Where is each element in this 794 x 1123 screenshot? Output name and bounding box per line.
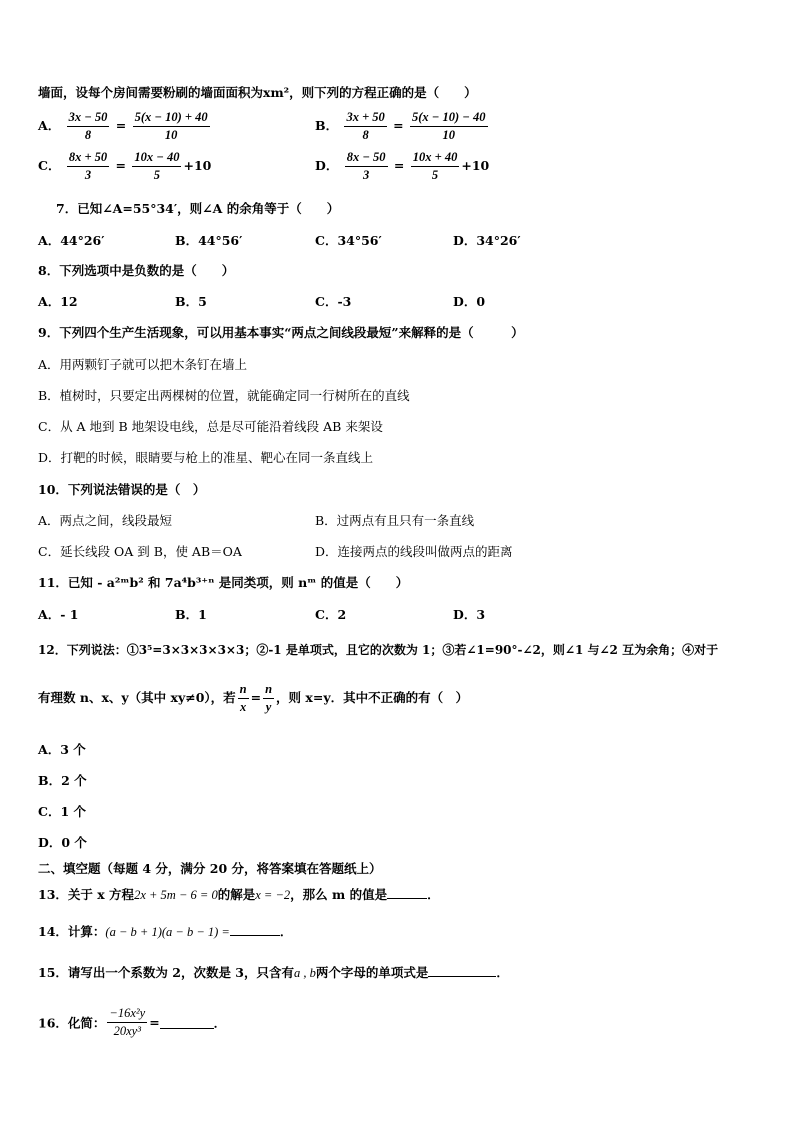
q10-option-b[interactable]: B．过两点有且只有一条直线 bbox=[315, 513, 475, 528]
q11-option-a[interactable]: A．- 1 bbox=[38, 607, 79, 622]
q6-a-lhs-fraction: $\frac{3x - 50}{8}$ bbox=[68, 110, 108, 142]
q16: 16．化简： $\frac{\text{−16x²y}}{\text{20xy³}}$ = ． bbox=[38, 1006, 227, 1038]
q6-option-b[interactable]: B． $\frac{3x + 50}{8}$ = $\frac{5(x - 10) - 40}{10}$ bbox=[315, 110, 486, 142]
q10-option-a[interactable]: A．两点之间，线段最短 bbox=[38, 513, 173, 528]
q14: 14．计算：(a − b + 1)(a − b − 1) = ． bbox=[38, 924, 293, 939]
q10-option-c[interactable]: C．延长线段 OA 到 B，使 AB＝OA bbox=[38, 544, 242, 559]
q11-option-d[interactable]: D．3 bbox=[453, 607, 486, 622]
q7-option-c[interactable]: C．34°56′ bbox=[315, 233, 382, 248]
q6-stem: 墙面，设每个房间需要粉刷的墙面面积为xm²，则下列的方程正确的是（ ） bbox=[38, 85, 477, 100]
q6-d-rhs-fraction: $\frac{10x + 40}{5}$ bbox=[412, 150, 458, 182]
q6-c-rhs-fraction: $\frac{10x - 40}{5}$ bbox=[134, 150, 180, 182]
q7-option-d[interactable]: D．34°26′ bbox=[453, 233, 521, 248]
q9-stem: 9．下列四个生产生活现象，可以用基本事实“两点之间线段最短”来解释的是（ ） bbox=[38, 325, 524, 340]
q8-option-a[interactable]: A．12 bbox=[38, 294, 78, 309]
q9-option-b[interactable]: B．植树时，只要定出两棵树的位置，就能确定同一行树所在的直线 bbox=[38, 388, 410, 403]
q6-d-lhs-fraction: $\frac{8x - 50}{3}$ bbox=[346, 150, 386, 182]
q11-option-c[interactable]: C．2 bbox=[315, 607, 347, 622]
q8-option-b[interactable]: B．5 bbox=[175, 294, 207, 309]
q6-option-c[interactable]: C． $\frac{8x + 50}{3}$ = $\frac{10x - 40}{5}$ +10 bbox=[38, 150, 212, 182]
q12-option-c[interactable]: C．1 个 bbox=[38, 804, 86, 819]
q12-fraction-n-over-y: $\frac{n}{y}$ bbox=[265, 682, 273, 714]
q8-option-d[interactable]: D．0 bbox=[453, 294, 486, 309]
q11-stem: 11．已知 - a²ᵐb² 和 7a⁴b³⁺ⁿ 是同类项，则 nᵐ 的值是（ ） bbox=[38, 575, 409, 590]
q6-option-d[interactable]: D． $\frac{8x - 50}{3}$ = $\frac{10x + 40}{5}$ +10 bbox=[315, 150, 490, 182]
q10-stem: 10．下列说法错误的是（ ） bbox=[38, 482, 206, 497]
q12-fraction-n-over-x: $\frac{n}{x}$ bbox=[239, 682, 247, 714]
q10-option-d[interactable]: D．连接两点的线段叫做两点的距离 bbox=[315, 544, 513, 559]
q12-option-a[interactable]: A．3 个 bbox=[38, 742, 86, 757]
q6-option-a[interactable]: A． $\frac{3x - 50}{8}$ = $\frac{5(x - 10) + 40}{10}$ bbox=[38, 110, 208, 142]
q7-option-a[interactable]: A．44°26′ bbox=[38, 233, 105, 248]
q15: 15．请写出一个系数为 2，次数是 3，只含有a , b两个字母的单项式是 ． bbox=[38, 965, 509, 980]
q7-option-b[interactable]: B．44°56′ bbox=[175, 233, 243, 248]
q9-option-d[interactable]: D．打靶的时候，眼睛要与枪上的准星、靶心在同一条直线上 bbox=[38, 450, 374, 465]
q12-stem: 12．下列说法：①3⁵=3×3×3×3×3；②-1 是单项式，且它的次数为 1；③若∠1=90°-∠2，则∠1 与∠2 互为余角；④对于 bbox=[38, 643, 719, 657]
q13-answer-blank[interactable] bbox=[387, 886, 427, 899]
q8-stem: 8．下列选项中是负数的是（ ） bbox=[38, 263, 235, 278]
q15-answer-blank[interactable] bbox=[428, 964, 496, 977]
q6-b-rhs-fraction: $\frac{5(x - 10) - 40}{10}$ bbox=[412, 110, 486, 142]
q9-option-a[interactable]: A．用两颗钉子就可以把木条钉在墙上 bbox=[38, 357, 248, 372]
section-2-heading: 二、填空题（每题 4 分，满分 20 分，将答案填在答题纸上） bbox=[38, 861, 382, 876]
q8-option-c[interactable]: C．-3 bbox=[315, 294, 352, 309]
q11-option-b[interactable]: B．1 bbox=[175, 607, 207, 622]
q9-option-c[interactable]: C．从 A 地到 B 地架设电线，总是尽可能沿着线段 AB 来架设 bbox=[38, 419, 383, 434]
q16-fraction: $\frac{\text{−16x²y}}{\text{20xy³}}$ bbox=[109, 1006, 146, 1038]
q7-stem: 7．已知∠A=55°34′，则∠A 的余角等于（ ） bbox=[56, 201, 340, 216]
q12-option-b[interactable]: B．2 个 bbox=[38, 773, 87, 788]
q12-stem-line2: 有理数 n、x、y（其中 xy≠0），若 $\frac{n}{x}$ = $\frac{n}{y}$ ，则 x=y．其中不正确的有（ ） bbox=[38, 682, 469, 714]
q14-answer-blank[interactable] bbox=[230, 923, 280, 936]
q6-c-lhs-fraction: $\frac{8x + 50}{3}$ bbox=[68, 150, 108, 182]
q6-a-rhs-fraction: $\frac{5(x - 10) + 40}{10}$ bbox=[134, 110, 208, 142]
q6-b-lhs-fraction: $\frac{3x + 50}{8}$ bbox=[346, 110, 385, 142]
q13: 13．关于 x 方程2x + 5m − 6 = 0的解是x = −2，那么 m 的值是 ． bbox=[38, 887, 440, 902]
q12-option-d[interactable]: D．0 个 bbox=[38, 835, 87, 850]
q16-answer-blank[interactable] bbox=[160, 1016, 214, 1029]
